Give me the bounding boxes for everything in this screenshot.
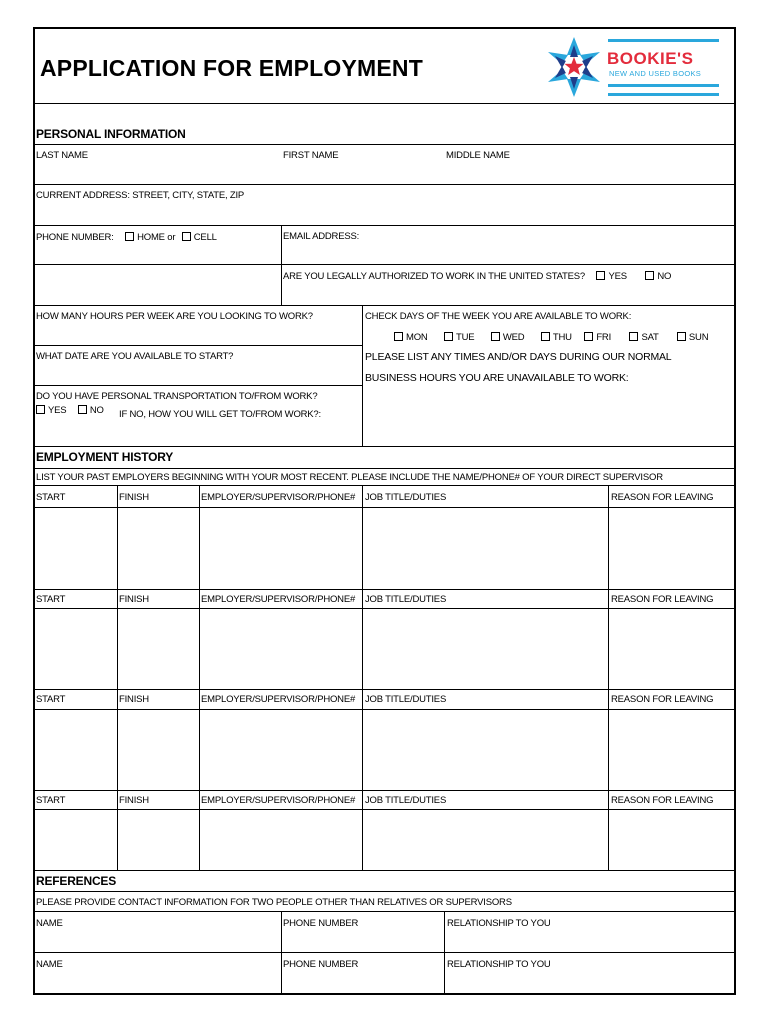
divider — [34, 891, 736, 892]
divider — [34, 385, 363, 386]
employer-2-job-label: JOB TITLE/DUTIES — [365, 594, 447, 605]
divider — [34, 689, 736, 690]
reference-1-relationship-field[interactable]: RELATIONSHIP TO YOU — [447, 918, 551, 929]
day-mon-label: MON — [406, 332, 428, 343]
divider — [34, 446, 736, 447]
work-authorization-question — [283, 271, 671, 282]
address-field[interactable]: CURRENT ADDRESS: STREET, CITY, STATE, ZIP — [36, 190, 245, 201]
unavailable-times-label-2: BUSINESS HOURS YOU ARE UNAVAILABLE TO WORK: — [365, 372, 629, 384]
reference-2-name-field[interactable]: NAME — [36, 959, 63, 970]
employment-instructions: LIST YOUR PAST EMPLOYERS BEGINNING WITH YOUR MOST RECENT. PLEASE INCLUDE THE NAME/PHONE# OF YOUR DIRECT SUPERVISOR — [36, 472, 663, 483]
day-wed-label: WED — [502, 332, 525, 343]
phone-cell-label: CELL — [193, 232, 217, 243]
divider — [34, 790, 736, 791]
divider — [362, 305, 363, 446]
divider — [34, 507, 736, 508]
last-name-field[interactable]: LAST NAME — [36, 150, 88, 161]
employer-3-job-label: JOB TITLE/DUTIES — [365, 694, 447, 705]
reference-1-name-field[interactable]: NAME — [36, 918, 63, 929]
divider — [34, 144, 736, 145]
days-available-label: CHECK DAYS OF THE WEEK YOU ARE AVAILABLE TO WORK: — [365, 311, 632, 322]
phone-home-label: HOME — [137, 232, 165, 243]
reference-2-phone-field[interactable]: PHONE NUMBER — [283, 959, 359, 970]
days-available-options — [394, 332, 708, 343]
day-thu-label: THU — [552, 332, 572, 343]
divider — [117, 485, 118, 870]
divider — [34, 911, 736, 912]
authorized-yes-label: YES — [608, 271, 627, 282]
first-name-field[interactable]: FIRST NAME — [283, 150, 339, 161]
employer-3-reason-label: REASON FOR LEAVING — [611, 694, 714, 705]
transport-alternative-field[interactable]: IF NO, HOW YOU WILL GET TO/FROM WORK?: — [119, 409, 321, 420]
divider — [444, 911, 445, 993]
authorized-no-checkbox[interactable] — [645, 271, 654, 280]
divider — [34, 184, 736, 185]
employer-2-finish-label: FINISH — [119, 594, 149, 605]
transport-no-label: NO — [89, 405, 104, 416]
day-mon-checkbox[interactable] — [394, 332, 403, 341]
divider — [34, 225, 736, 226]
divider — [34, 264, 736, 265]
day-sun-label: SUN — [688, 332, 709, 343]
day-sat-label: SAT — [641, 332, 659, 343]
day-fri-checkbox[interactable] — [584, 332, 593, 341]
page-title: APPLICATION FOR EMPLOYMENT — [40, 55, 423, 81]
transport-no-checkbox[interactable] — [78, 405, 87, 414]
employer-4-job-label: JOB TITLE/DUTIES — [365, 795, 447, 806]
authorized-no-label: NO — [657, 271, 672, 282]
divider — [608, 485, 609, 870]
unavailable-times-label-1: PLEASE LIST ANY TIMES AND/OR DAYS DURING OUR NORMAL — [365, 351, 672, 363]
divider — [362, 485, 363, 870]
middle-name-field[interactable]: MIDDLE NAME — [446, 150, 510, 161]
employer-4-finish-label: FINISH — [119, 795, 149, 806]
employer-4-employer-label: EMPLOYER/SUPERVISOR/PHONE# — [201, 795, 356, 806]
logo-wordmark: BOOKIE'S — [607, 49, 694, 68]
divider — [281, 225, 282, 305]
employer-3-employer-label: EMPLOYER/SUPERVISOR/PHONE# — [201, 694, 356, 705]
employer-2-reason-label: REASON FOR LEAVING — [611, 594, 714, 605]
day-tue-label: TUE — [456, 332, 475, 343]
divider — [34, 103, 736, 104]
employer-4-reason-label: REASON FOR LEAVING — [611, 795, 714, 806]
divider — [34, 709, 736, 710]
day-sun-checkbox[interactable] — [677, 332, 686, 341]
transportation-options — [36, 405, 104, 416]
divider — [34, 305, 736, 306]
phone-label: PHONE NUMBER: — [36, 232, 114, 243]
divider — [34, 608, 736, 609]
transport-yes-label: YES — [48, 405, 67, 416]
transportation-question: DO YOU HAVE PERSONAL TRANSPORTATION TO/FROM WORK? — [36, 391, 318, 402]
divider — [34, 345, 363, 346]
day-tue-checkbox[interactable] — [444, 332, 453, 341]
employer-1-start-label: START — [36, 492, 66, 503]
phone-or-label: or — [167, 232, 176, 243]
phone-cell-checkbox[interactable] — [182, 232, 191, 241]
divider — [34, 485, 736, 486]
day-fri-label: FRI — [596, 332, 612, 343]
references-heading: REFERENCES — [36, 874, 117, 888]
phone-field[interactable] — [36, 232, 217, 243]
employer-3-start-label: START — [36, 694, 66, 705]
divider — [34, 468, 736, 469]
references-instructions: PLEASE PROVIDE CONTACT INFORMATION FOR TWO PEOPLE OTHER THAN RELATIVES OR SUPERVISORS — [36, 897, 512, 908]
divider — [281, 911, 282, 993]
phone-home-checkbox[interactable] — [125, 232, 134, 241]
employer-2-start-label: START — [36, 594, 66, 605]
divider — [34, 952, 736, 953]
divider — [34, 589, 736, 590]
employer-1-employer-label: EMPLOYER/SUPERVISOR/PHONE# — [201, 492, 356, 503]
personal-info-heading: PERSONAL INFORMATION — [36, 127, 186, 141]
work-authorization-label: ARE YOU LEGALLY AUTHORIZED TO WORK IN THE UNITED STATES? — [283, 271, 586, 282]
employer-2-employer-label: EMPLOYER/SUPERVISOR/PHONE# — [201, 594, 356, 605]
logo-tagline: NEW AND USED BOOKS — [609, 69, 702, 78]
divider — [34, 870, 736, 871]
employer-4-start-label: START — [36, 795, 66, 806]
day-wed-checkbox[interactable] — [491, 332, 500, 341]
hours-per-week-field[interactable]: HOW MANY HOURS PER WEEK ARE YOU LOOKING TO WORK? — [36, 311, 313, 322]
employer-1-finish-label: FINISH — [119, 492, 149, 503]
employer-1-reason-label: REASON FOR LEAVING — [611, 492, 714, 503]
employment-history-heading: EMPLOYMENT HISTORY — [36, 450, 174, 464]
transport-yes-checkbox[interactable] — [36, 405, 45, 414]
day-thu-checkbox[interactable] — [541, 332, 550, 341]
reference-2-relationship-field[interactable]: RELATIONSHIP TO YOU — [447, 959, 551, 970]
divider — [199, 485, 200, 870]
application-form — [33, 27, 736, 995]
divider — [34, 809, 736, 810]
employer-1-job-label: JOB TITLE/DUTIES — [365, 492, 447, 503]
employer-3-finish-label: FINISH — [119, 694, 149, 705]
reference-1-phone-field[interactable]: PHONE NUMBER — [283, 918, 359, 929]
day-sat-checkbox[interactable] — [629, 332, 638, 341]
start-date-field[interactable]: WHAT DATE ARE YOU AVAILABLE TO START? — [36, 351, 234, 362]
email-field[interactable]: EMAIL ADDRESS: — [283, 231, 360, 242]
authorized-yes-checkbox[interactable] — [596, 271, 605, 280]
